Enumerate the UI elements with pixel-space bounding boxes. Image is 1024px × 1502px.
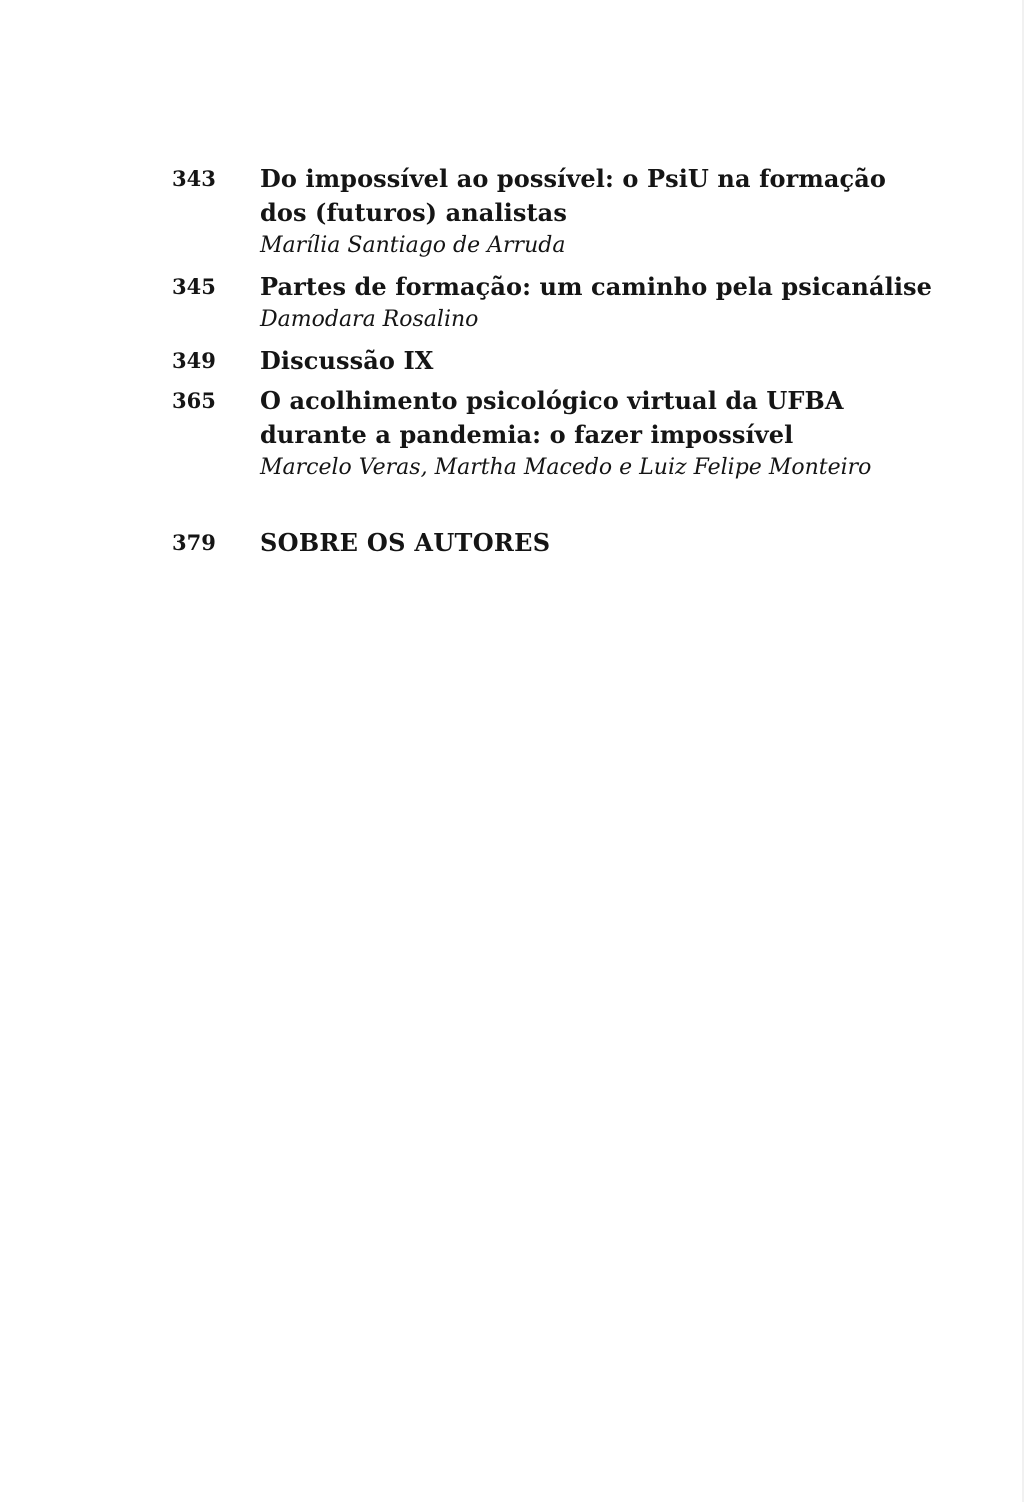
entry-content <box>260 270 992 336</box>
entry-title-line: dos (futuros) analistas <box>260 198 567 227</box>
entry-author: Damodara Rosalino <box>260 307 479 332</box>
page-number: 343 <box>172 166 216 191</box>
toc-entry[interactable] <box>172 162 992 262</box>
entry-title-line: Do impossível ao possível: o PsiU na formação <box>260 164 886 193</box>
entry-title-line: Partes de formação: um caminho pela psicanálise <box>260 272 933 301</box>
page-number: 349 <box>172 348 216 373</box>
entry-content <box>260 162 992 262</box>
entry-title-line: Discussão IX <box>260 346 434 375</box>
entry-content <box>260 344 992 378</box>
page-number: 365 <box>172 388 216 413</box>
table-of-contents <box>172 162 992 560</box>
section-title: SOBRE OS AUTORES <box>260 528 551 557</box>
entry-author: Marcelo Veras, Martha Macedo e Luiz Felipe Monteiro <box>260 455 872 480</box>
toc-entry[interactable] <box>172 270 992 336</box>
toc-entry[interactable] <box>172 384 992 484</box>
entry-title-line: durante a pandemia: o fazer impossível <box>260 420 794 449</box>
entry-content <box>260 526 992 560</box>
entry-author: Marília Santiago de Arruda <box>260 233 566 258</box>
toc-entry-section[interactable] <box>172 526 992 560</box>
entry-title-line: O acolhimento psicológico virtual da UFBA <box>260 386 844 415</box>
page-number: 379 <box>172 530 216 555</box>
page-number: 345 <box>172 274 216 299</box>
entry-content <box>260 384 992 484</box>
toc-entry[interactable] <box>172 344 992 378</box>
